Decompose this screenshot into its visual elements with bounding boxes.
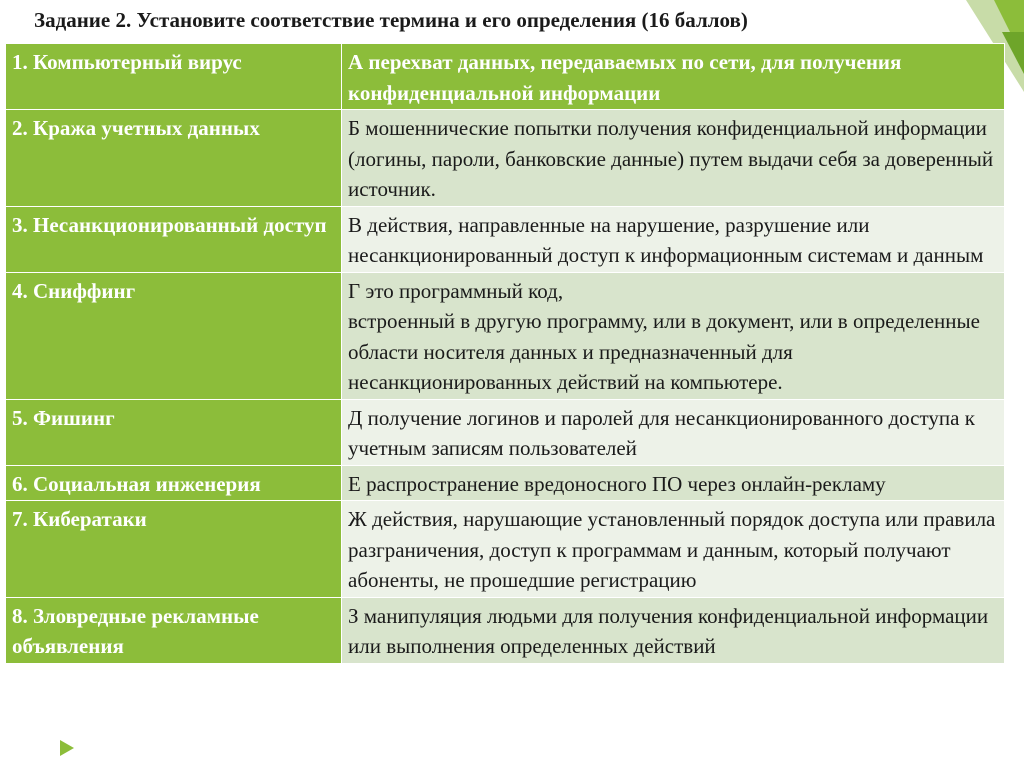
term-cell: 4. Сниффинг	[6, 272, 342, 399]
table-row	[6, 501, 1005, 598]
term-cell: 3. Несанкционированный доступ	[6, 206, 342, 272]
table-row	[6, 110, 1005, 207]
definition-line: Г это программный код,	[348, 278, 564, 303]
term-cell: 5. Фишинг	[6, 399, 342, 465]
arrow-icon	[60, 740, 74, 756]
definition-line: встроенный в другую программу, или в документ, или в определенные области носителя данных и предназначенный для несанкционированных действий на компьютере.	[348, 309, 980, 394]
definition-cell: Д получение логинов и паролей для несанкционированного доступа к учетным записям пользователей	[342, 399, 1005, 465]
table-row	[6, 399, 1005, 465]
matching-table	[5, 43, 1005, 664]
definition-cell: В действия, направленные на нарушение, разрушение или несанкционированный доступ к информационным системам и данным	[342, 206, 1005, 272]
definition-cell: Е распространение вредоносного ПО через онлайн-рекламу	[342, 465, 1005, 501]
table-row	[6, 206, 1005, 272]
table-row	[6, 597, 1005, 663]
slide-title: Задание 2. Установите соответствие термина и его определения (16 баллов)	[34, 8, 748, 32]
definition-cell: Б мошеннические попытки получения конфиденциальной информации (логины, пароли, банковские данные) путем выдачи себя за доверенный источник.	[342, 110, 1005, 207]
term-cell: 1. Компьютерный вирус	[6, 44, 342, 110]
table-row	[6, 44, 1005, 110]
definition-cell: З манипуляция людьми для получения конфиденциальной информации или выполнения определенных действий	[342, 597, 1005, 663]
table-row	[6, 272, 1005, 399]
definition-cell: А перехват данных, передаваемых по сети, для получения конфиденциальной информации	[342, 44, 1005, 110]
corner-decoration	[1002, 32, 1024, 74]
table-row	[6, 465, 1005, 501]
term-cell: 2. Кража учетных данных	[6, 110, 342, 207]
definition-cell: Ж действия, нарушающие установленный порядок доступа или правила разграничения, доступ к программам и данным, который получают абоненты, не прошедшие регистрацию	[342, 501, 1005, 598]
definition-cell	[342, 272, 1005, 399]
term-cell: 8. Зловредные рекламные объявления	[6, 597, 342, 663]
term-cell: 6. Социальная инженерия	[6, 465, 342, 501]
term-cell: 7. Кибератаки	[6, 501, 342, 598]
